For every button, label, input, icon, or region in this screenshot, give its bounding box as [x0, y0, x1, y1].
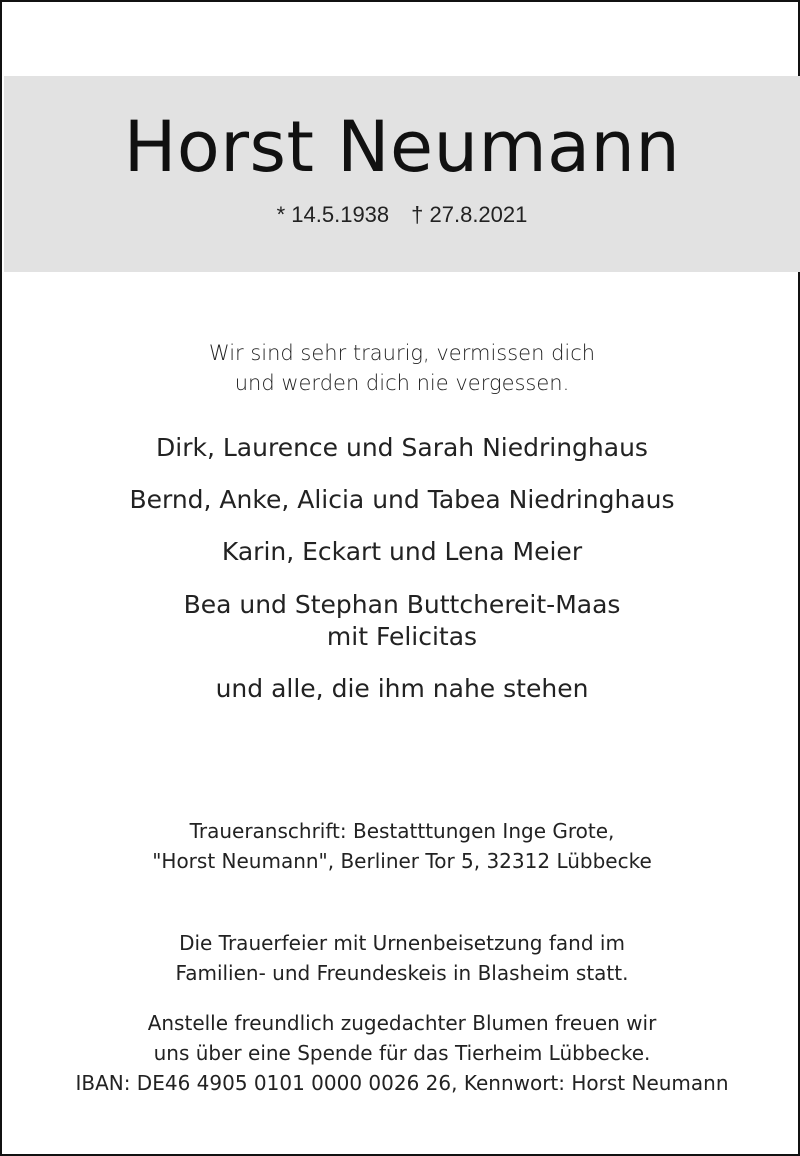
address-line: "Horst Neumann", Berliner Tor 5, 32312 Lübbecke: [152, 849, 652, 873]
address-line: Traueranschrift: Bestatttungen Inge Grote,: [189, 819, 615, 843]
memorial-quote: [2, 338, 800, 398]
life-dates: [2, 200, 800, 230]
iban-line: IBAN: DE46 4905 0101 0000 0026 26, Kennwort: Horst Neumann: [75, 1071, 729, 1095]
donation-line: Anstelle freundlich zugedachter Blumen freuen wir: [147, 1011, 657, 1035]
death-date: † 27.8.2021: [411, 202, 528, 227]
mourner-line: Bea und Stephan Buttchereit-Maas: [183, 590, 621, 619]
mourning-address: [2, 816, 800, 876]
mourner-line: Bernd, Anke, Alicia und Tabea Niedringhaus: [129, 485, 675, 514]
ceremony-line: Die Trauerfeier mit Urnenbeisetzung fand im: [179, 931, 625, 955]
mourner-line: mit Felicitas: [326, 622, 478, 651]
deceased-name: Horst Neumann: [123, 106, 681, 188]
donation-info: [2, 1008, 800, 1098]
birth-date: * 14.5.1938: [276, 202, 390, 227]
mourner-line: Karin, Eckart und Lena Meier: [221, 537, 583, 566]
quote-line: Wir sind sehr traurig, vermissen dich: [208, 341, 596, 365]
ceremony-line: Familien- und Freundeskeis in Blasheim statt.: [175, 961, 629, 985]
donation-line: uns über eine Spende für das Tierheim Lübbecke.: [153, 1041, 651, 1065]
ceremony-info: [2, 928, 800, 988]
quote-line: und werden dich nie vergessen.: [234, 371, 570, 395]
mourner-line: und alle, die ihm nahe stehen: [215, 674, 589, 703]
mourner-line: Dirk, Laurence und Sarah Niedringhaus: [156, 433, 648, 462]
mourner-group: [2, 589, 800, 653]
